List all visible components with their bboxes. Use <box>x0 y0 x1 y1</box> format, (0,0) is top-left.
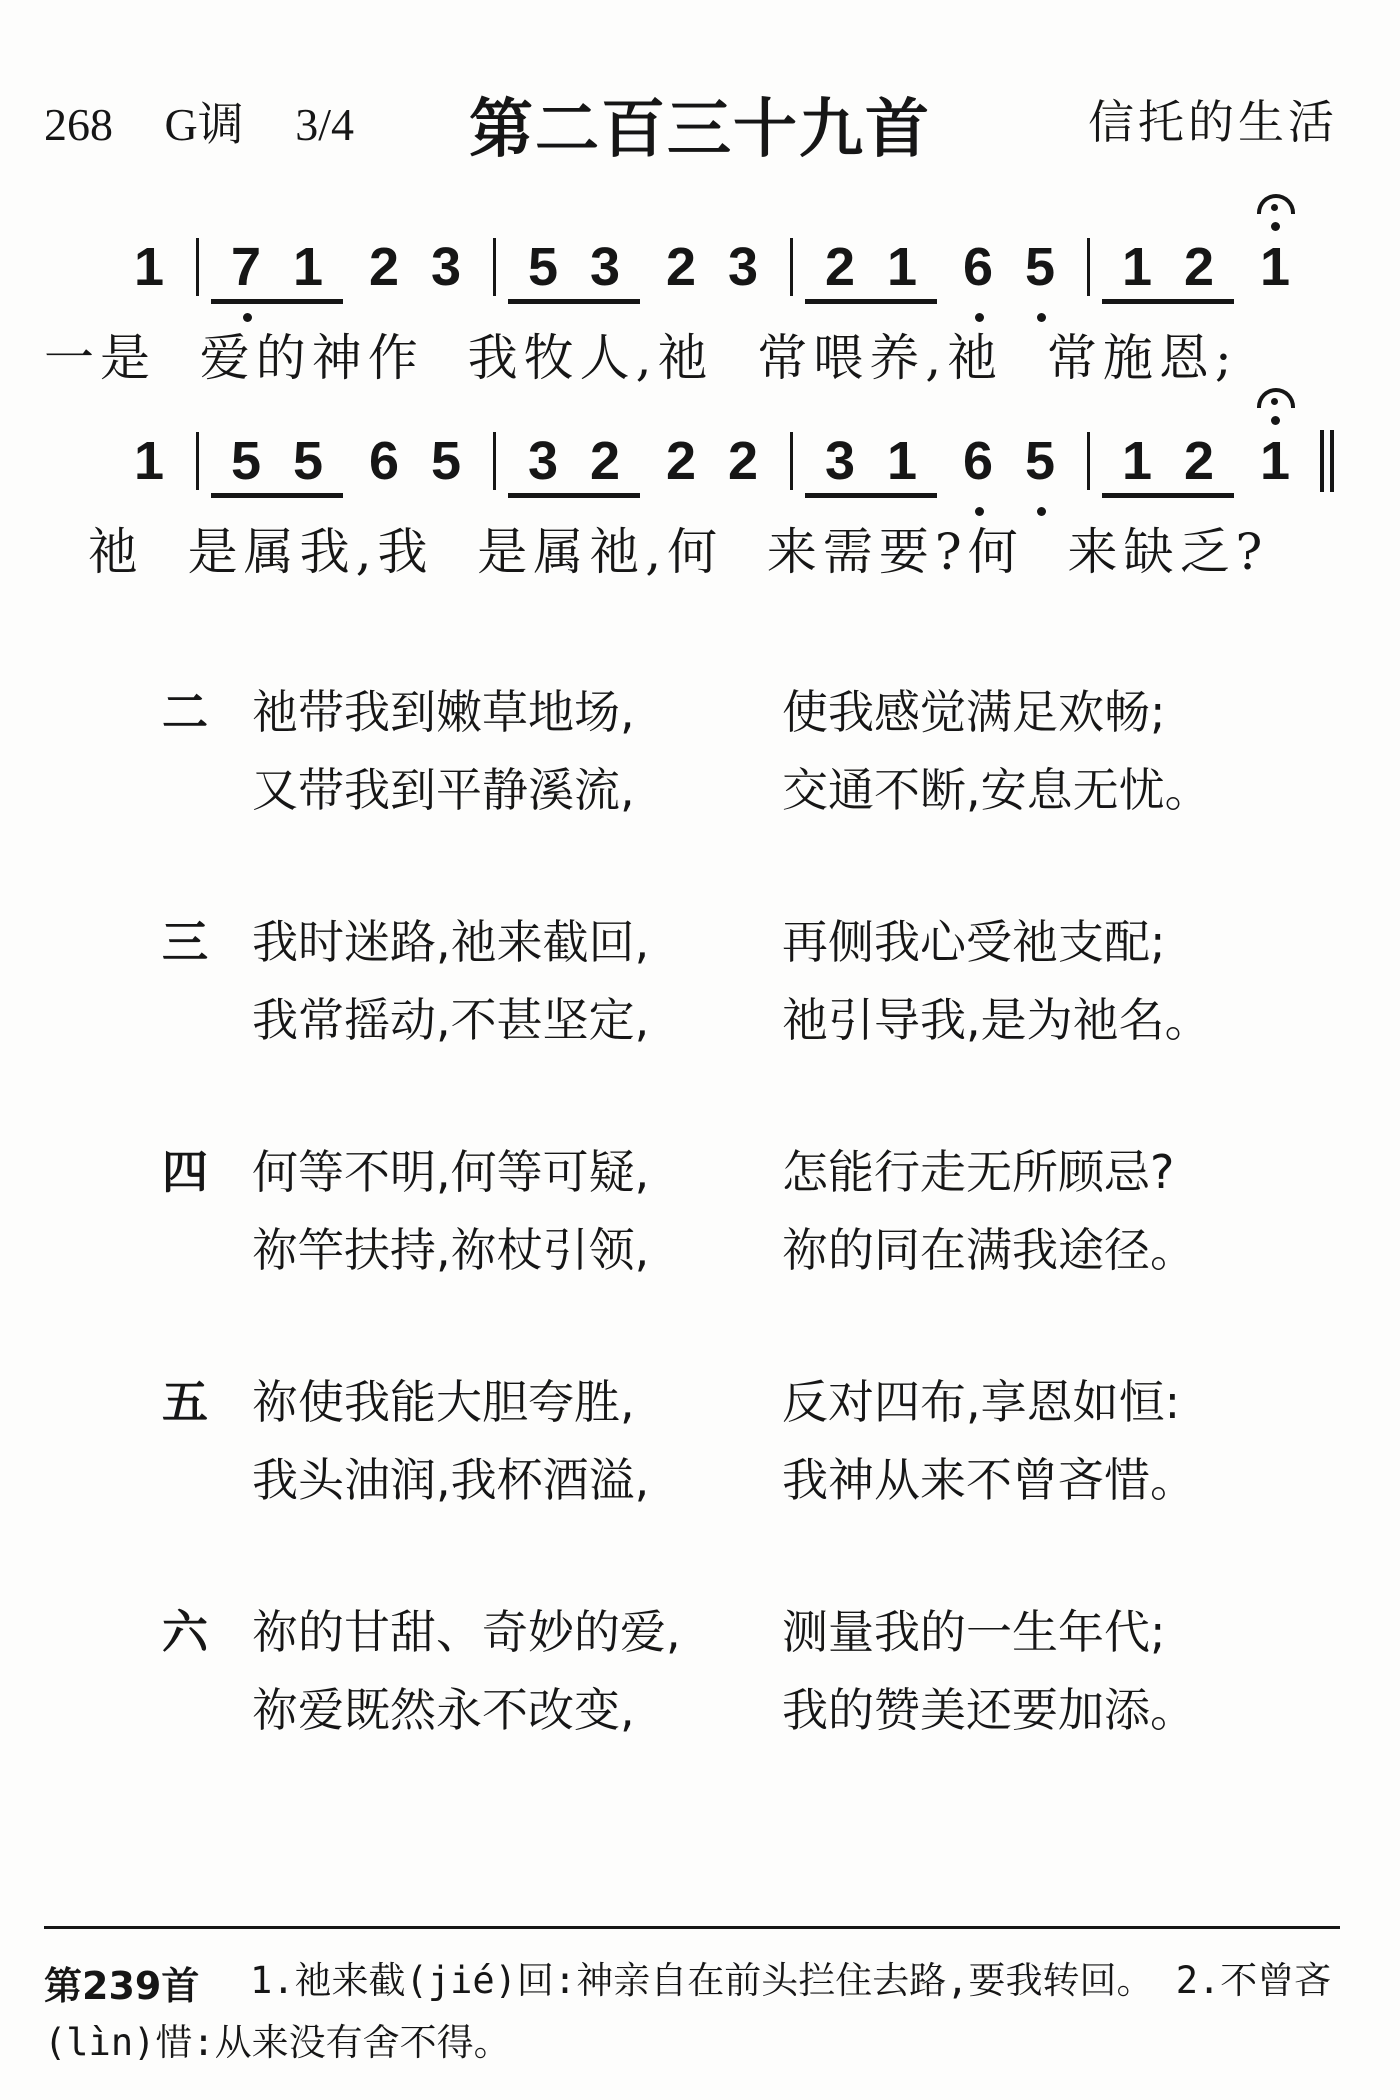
verse-number: 六 <box>162 1605 208 1659</box>
verse-line: 我常摇动,不甚坚定, <box>252 993 650 1047</box>
footnote-text: 1.祂来截(jié)回:神亲自在前头拦住去路,要我转回。 2.不曾吝(lìn)惜:从来没有舍不得。 <box>44 1959 1332 2064</box>
page-number: 268 <box>44 99 113 150</box>
verse-line: 我时迷路,祂来截回, <box>252 915 650 969</box>
verse-line: 又带我到平静溪流, <box>252 763 635 817</box>
verse-line: 祢的甘甜、奇妙的爱, <box>252 1605 681 1659</box>
verse-line: 祂带我到嫩草地场, <box>252 685 635 739</box>
hymn-title: 第二百三十九首 <box>469 93 931 167</box>
verse-line: 祢爱既然永不改变, <box>252 1683 635 1737</box>
lyric-line-1: 一是 爱的神作 我牧人,祂 常喂养,祂 常施恩; <box>44 329 1238 387</box>
verse-number: 二 <box>162 685 208 739</box>
verse-line: 祢的同在满我途径。 <box>782 1223 1196 1277</box>
verse-line: 测量我的一生年代; <box>782 1605 1166 1659</box>
verse-line: 我神从来不曾吝惜。 <box>782 1453 1196 1507</box>
key-signature: G调 <box>164 99 244 150</box>
hymn-category: 信托的生活 <box>1088 95 1338 149</box>
time-signature: 3/4 <box>295 99 355 150</box>
footnote-label: 第239首 <box>44 1964 200 2008</box>
verse-line: 我的赞美还要加添。 <box>782 1683 1196 1737</box>
verse-number: 四 <box>162 1145 208 1199</box>
notation-line-2: 1 5 5 6 5 3 2 2 2 3 1 6 5 1 2 1 <box>118 430 1324 492</box>
verse-line: 我头油润,我杯酒溢, <box>252 1453 650 1507</box>
notation-line-1: 1 7 1 2 3 5 3 2 3 2 1 6 5 1 2 1 <box>118 236 1306 298</box>
verse-line: 再侧我心受祂支配; <box>782 915 1166 969</box>
verse-line: 何等不明,何等可疑, <box>252 1145 650 1199</box>
verse-line: 交通不断,安息无忧。 <box>782 763 1211 817</box>
verse-line: 祢竿扶持,祢杖引领, <box>252 1223 650 1277</box>
lyric-line-2: 祂 是属我,我 是属祂,何 来需要?何 来缺乏? <box>44 523 1269 581</box>
verse-number: 五 <box>162 1375 208 1429</box>
verse-line: 怎能行走无所顾忌? <box>782 1145 1175 1199</box>
verse-line: 祢使我能大胆夸胜, <box>252 1375 635 1429</box>
footnote-divider <box>44 1926 1340 1929</box>
verse-line: 祂引导我,是为祂名。 <box>782 993 1211 1047</box>
verse-line: 反对四布,享恩如恒: <box>782 1375 1181 1429</box>
verse-line: 使我感觉满足欢畅; <box>782 685 1166 739</box>
verse-number: 三 <box>162 915 208 969</box>
